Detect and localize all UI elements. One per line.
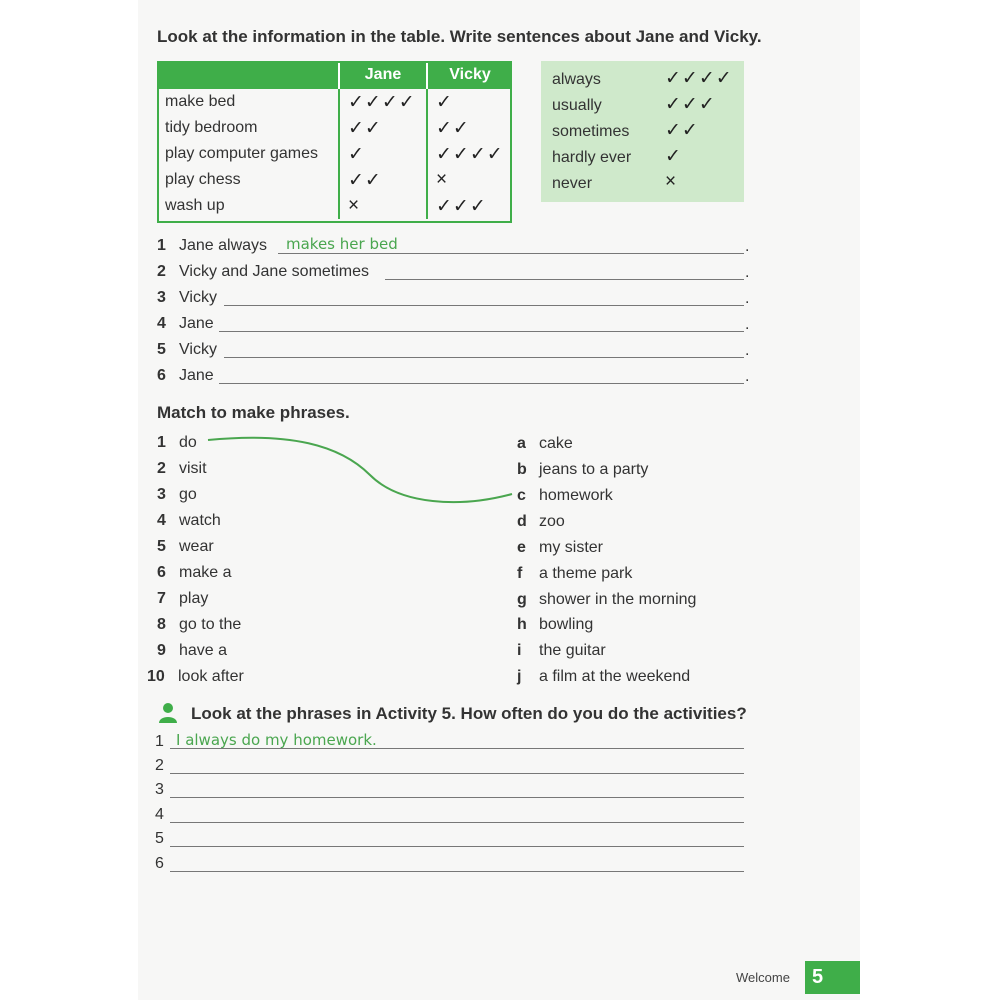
item-text: jeans to a party xyxy=(539,461,649,478)
key-symbol: × xyxy=(665,171,678,192)
answer-line[interactable] xyxy=(170,748,744,749)
item-text: wear xyxy=(179,538,214,555)
item-text: have a xyxy=(179,642,228,659)
activity-heading: Look at the phrases in Activity 5. How often do you do the activities? xyxy=(191,704,747,723)
vicky-cell: ✓ xyxy=(427,89,512,115)
key-symbol: ✓ xyxy=(665,146,682,167)
item-letter: c xyxy=(517,487,526,504)
key-symbol: ✓✓✓ xyxy=(665,94,716,115)
item-number: 8 xyxy=(157,616,166,633)
answer-line[interactable] xyxy=(170,773,744,774)
sentence-text: Jane always xyxy=(179,237,268,254)
line-number: 1 xyxy=(155,733,164,750)
sentence-number: 4 xyxy=(157,315,166,332)
line-number: 5 xyxy=(155,830,164,847)
item-text: bowling xyxy=(539,616,594,633)
answer-line[interactable] xyxy=(170,822,744,823)
item-letter: a xyxy=(517,435,526,452)
item-letter: h xyxy=(517,616,527,633)
item-text: go to the xyxy=(179,616,242,633)
vicky-cell: ✓✓ xyxy=(427,115,512,141)
key-symbol: ✓✓ xyxy=(665,120,699,141)
handwritten-answer: I always do my homework. xyxy=(176,731,377,749)
item-number: 6 xyxy=(157,564,166,581)
item-letter: b xyxy=(517,461,527,478)
item-text: my sister xyxy=(539,539,603,556)
answer-line[interactable] xyxy=(170,871,744,872)
sentence-text: Vicky xyxy=(179,289,217,306)
item-letter: d xyxy=(517,513,527,530)
key-label: always xyxy=(552,71,601,88)
sentence-number: 6 xyxy=(157,367,166,384)
item-text: look after xyxy=(178,668,244,685)
activity-cell: play chess xyxy=(165,171,241,188)
activity-cell: wash up xyxy=(165,197,225,214)
item-number: 9 xyxy=(157,642,166,659)
sentence-period: . xyxy=(745,238,750,255)
item-letter: e xyxy=(517,539,526,556)
line-number: 2 xyxy=(155,757,164,774)
answer-line[interactable] xyxy=(170,846,744,847)
key-label: sometimes xyxy=(552,123,630,140)
key-label: hardly ever xyxy=(552,149,632,166)
item-text: cake xyxy=(539,435,573,452)
item-text: a theme park xyxy=(539,565,633,582)
sentence-text: Vicky and Jane sometimes xyxy=(179,263,370,280)
item-letter: i xyxy=(517,642,522,659)
activity-heading: Match to make phrases. xyxy=(157,403,350,422)
sentence-text: Jane xyxy=(179,367,214,384)
item-text: zoo xyxy=(539,513,565,530)
jane-cell: ✓✓✓✓ xyxy=(339,89,427,115)
jane-cell: ✓✓ xyxy=(339,167,427,193)
table-header-vicky: Vicky xyxy=(427,61,512,89)
sentence-number: 2 xyxy=(157,263,166,280)
activity-cell: make bed xyxy=(165,93,236,110)
key-label: usually xyxy=(552,97,602,114)
sentence-period: . xyxy=(745,290,750,307)
answer-line[interactable] xyxy=(170,797,744,798)
jane-cell: × xyxy=(339,193,427,219)
item-text: make a xyxy=(179,564,232,581)
line-number: 6 xyxy=(155,855,164,872)
page-number: 5 xyxy=(805,961,860,994)
item-letter: j xyxy=(517,668,522,685)
vicky-cell: ✓✓✓✓ xyxy=(427,141,512,167)
match-connecting-line xyxy=(208,438,512,502)
sentence-number: 1 xyxy=(157,237,166,254)
sentence-text: Jane xyxy=(179,315,214,332)
sentence-number: 3 xyxy=(157,289,166,306)
sentence-number: 5 xyxy=(157,341,166,358)
sentence-period: . xyxy=(745,342,750,359)
item-number: 10 xyxy=(147,668,165,685)
item-letter: f xyxy=(517,565,523,582)
table-header-jane: Jane xyxy=(339,61,427,89)
activity-cell: play computer games xyxy=(165,145,318,162)
vicky-cell: × xyxy=(427,167,512,193)
item-number: 7 xyxy=(157,590,166,607)
line-number: 4 xyxy=(155,806,164,823)
line-number: 3 xyxy=(155,781,164,798)
item-number: 2 xyxy=(157,460,166,477)
item-text: watch xyxy=(179,512,221,529)
person-icon xyxy=(157,702,179,724)
item-text: do xyxy=(179,434,197,451)
item-number: 5 xyxy=(157,538,166,555)
item-text: go xyxy=(179,486,197,503)
activity-heading: Look at the information in the table. Write sentences about Jane and Vicky. xyxy=(157,27,762,46)
item-number: 1 xyxy=(157,434,166,451)
item-text: play xyxy=(179,590,209,607)
jane-cell: ✓ xyxy=(339,141,427,167)
item-text: a film at the weekend xyxy=(539,668,691,685)
handwritten-answer: makes her bed xyxy=(286,235,398,253)
item-number: 4 xyxy=(157,512,166,529)
sentence-period: . xyxy=(745,316,750,333)
item-text: visit xyxy=(179,460,207,477)
sentence-text: Vicky xyxy=(179,341,217,358)
key-symbol: ✓✓✓✓ xyxy=(665,68,733,89)
section-label: Welcome xyxy=(736,970,790,985)
sentence-period: . xyxy=(745,368,750,385)
vicky-cell: ✓✓✓ xyxy=(427,193,512,219)
jane-cell: ✓✓ xyxy=(339,115,427,141)
sentence-period: . xyxy=(745,264,750,281)
item-text: the guitar xyxy=(539,642,606,659)
item-text: shower in the morning xyxy=(539,591,697,608)
item-text: homework xyxy=(539,487,613,504)
item-letter: g xyxy=(517,591,527,608)
activity-cell: tidy bedroom xyxy=(165,119,258,136)
item-number: 3 xyxy=(157,486,166,503)
key-label: never xyxy=(552,175,593,192)
